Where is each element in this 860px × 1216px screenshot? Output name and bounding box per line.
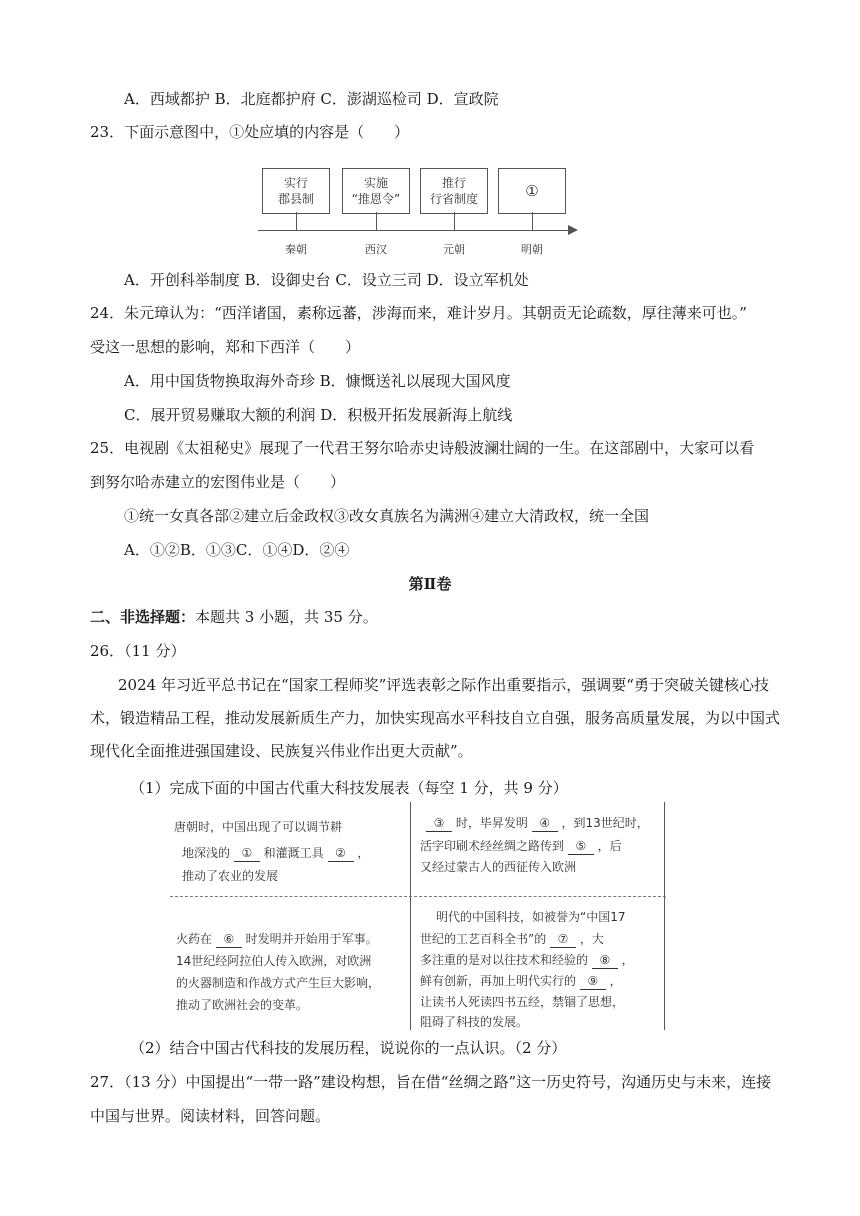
table-row-divider <box>170 896 666 897</box>
blank-2[interactable]: ② <box>328 845 354 862</box>
q25-stem-line2: 到努尔哈赤建立的宏图伟业是（ ） <box>90 473 346 491</box>
q26-subquestion-2: （2）结合中国古代科技的发展历程，说说你的一点认识。（2 分） <box>130 1039 567 1057</box>
tang-text: ， <box>357 846 370 860</box>
song-line3: 又经过蒙古人的西征传入欧洲 <box>420 860 577 874</box>
diagram-box-2-line1: 实施 <box>363 176 388 190</box>
diagram-box-4-line1: ① <box>525 182 539 200</box>
song-text: ，后 <box>597 839 622 853</box>
section-heading-label: 二、非选择题： <box>90 608 196 626</box>
blank-4[interactable]: ④ <box>532 815 558 832</box>
song-line2 <box>420 835 622 857</box>
tang-line1: 唐朝时，中国出现了可以调节耕 <box>174 820 343 834</box>
q24-stem-line1: 24．朱元璋认为：“西洋诸国，素称远蕃，涉海而来，难计岁月。其朝贡无论疏数，厚往薄来可也。” <box>90 304 747 322</box>
song-text: 活字印刷术经丝绸之路传到 <box>420 839 565 853</box>
gunpowder-line1 <box>176 928 378 950</box>
diagram-box-1-line2: 郡县制 <box>277 192 314 206</box>
song-text: ，到13世纪时， <box>561 816 649 830</box>
table-right-border <box>664 802 665 1030</box>
diagram-dynasty-label: 西汉 <box>365 243 387 256</box>
q23-flow-diagram <box>258 160 588 260</box>
q24-options-line2: C．展开贸易赚取大额的利润 D．积极开拓发展新海上航线 <box>124 406 513 424</box>
ming-text: ，大 <box>579 932 604 946</box>
science-development-table <box>170 802 666 1030</box>
q25-options: A．①②B．①③C．①④D．②④ <box>124 541 350 559</box>
q27-stem-line1: 27．（13 分）中国提出“一带一路”建设构想，旨在借“丝绸之路”这一历史符号，沟通历史与未来，连接 <box>90 1073 772 1091</box>
section-heading-text: 本题共 3 小题，共 35 分。 <box>195 608 378 626</box>
ming-line5: 让读书人死读四书五经，禁锢了思想， <box>420 995 625 1009</box>
song-text: 时，毕昇发明 <box>455 816 528 830</box>
q25-stem-line1: 25．电视剧《太祖秘史》展现了一代君王努尔哈赤史诗般波澜壮阔的一生。在这部剧中，大家可以看 <box>90 439 755 457</box>
diagram-arrow-icon <box>568 225 578 235</box>
ming-line4 <box>420 970 622 992</box>
ming-text: ， <box>621 953 634 967</box>
q24-options-line1: A．用中国货物换取海外奇珍 B．慷慨送礼以展现大国风度 <box>124 372 511 390</box>
ming-text: 鲜有创新，再加上明代实行的 <box>420 974 577 988</box>
tang-text: 和灌溉工具 <box>263 846 324 860</box>
diagram-box-1 <box>262 168 330 214</box>
section-title: 第Ⅱ卷 <box>408 575 452 593</box>
q27-stem-line2: 中国与世界。阅读材料，回答问题。 <box>90 1107 331 1125</box>
section-heading <box>90 607 378 627</box>
gunpowder-text: 火药在 <box>176 932 213 946</box>
diagram-tick <box>296 212 297 230</box>
gunpowder-line2: 14世纪经阿拉伯人传入欧洲，对欧洲 <box>176 954 372 968</box>
blank-5[interactable]: ⑤ <box>568 838 594 855</box>
blank-9[interactable]: ⑨ <box>580 973 606 990</box>
q26-material: 2024 年习近平总书记在“国家工程师奖”评选表彰之际作出重要指示，强调要“勇于突破关键核心技术，锻造精品工程，推动发展新质生产力，加快实现高水平科技自立自强，服务高质量发展，为以中国式现代化全面推进强国建设、民族复兴伟业作出更大贡献”。 <box>90 676 781 760</box>
blank-1[interactable]: ① <box>234 845 260 862</box>
gunpowder-line3: 的火器制造和作战方式产生巨大影响， <box>176 976 381 990</box>
diagram-timeline-axis <box>258 230 570 231</box>
ming-text: ， <box>609 974 622 988</box>
ming-text: 世纪的工艺百科全书”的 <box>420 932 547 946</box>
diagram-box-4 <box>498 168 566 214</box>
diagram-box-3 <box>420 168 488 214</box>
diagram-dynasty-label: 元朝 <box>443 243 465 256</box>
diagram-tick <box>376 212 377 230</box>
gunpowder-line4: 推动了欧洲社会的变革。 <box>176 998 309 1012</box>
diagram-box-3-line2: 行省制度 <box>429 192 478 206</box>
q23-options: A．开创科举制度 B．设御史台 C．设立三司 D．设立军机处 <box>124 271 529 289</box>
gunpowder-text: 时发明并开始用于军事。 <box>245 932 378 946</box>
blank-6[interactable]: ⑥ <box>216 931 242 948</box>
ming-line6: 阻碍了科技的发展。 <box>420 1015 529 1029</box>
ming-line1: 明代的中国科技，如被誉为“中国17 <box>436 910 626 924</box>
diagram-box-2 <box>342 168 410 214</box>
table-center-divider <box>410 802 411 1030</box>
blank-7[interactable]: ⑦ <box>550 931 576 948</box>
tang-line3: 推动了农业的发展 <box>182 869 279 883</box>
ming-line2 <box>420 928 604 950</box>
q23-stem: 23．下面示意图中，①处应填的内容是（ ） <box>90 123 410 141</box>
diagram-box-1-line1: 实行 <box>283 176 308 190</box>
diagram-box-3-line1: 推行 <box>441 176 466 190</box>
blank-8[interactable]: ⑧ <box>592 952 618 969</box>
q22-options: A．西域都护 B．北庭都护府 C．澎湖巡检司 D．宣政院 <box>124 90 499 108</box>
blank-3[interactable]: ③ <box>426 815 452 832</box>
q24-stem-line2: 受这一思想的影响，郑和下西洋（ ） <box>90 338 361 356</box>
q26-subquestion-1: （1）完成下面的中国古代重大科技发展表（每空 1 分，共 9 分） <box>130 779 568 797</box>
q25-items: ①统一女真各部②建立后金政权③改女真族名为满洲④建立大清政权，统一全国 <box>124 507 650 525</box>
ming-line3 <box>420 949 634 971</box>
ming-text: 多注重的是对以往技术和经验的 <box>420 953 589 967</box>
tang-line2 <box>182 842 369 864</box>
diagram-tick <box>532 212 533 230</box>
diagram-dynasty-label: 明朝 <box>521 243 543 256</box>
diagram-box-2-line2: “推恩令” <box>351 192 401 206</box>
diagram-tick <box>454 212 455 230</box>
tang-text: 地深浅的 <box>182 846 231 860</box>
song-line1 <box>426 812 649 834</box>
q26-number: 26．（11 分） <box>90 642 186 660</box>
diagram-dynasty-label: 秦朝 <box>285 243 307 256</box>
